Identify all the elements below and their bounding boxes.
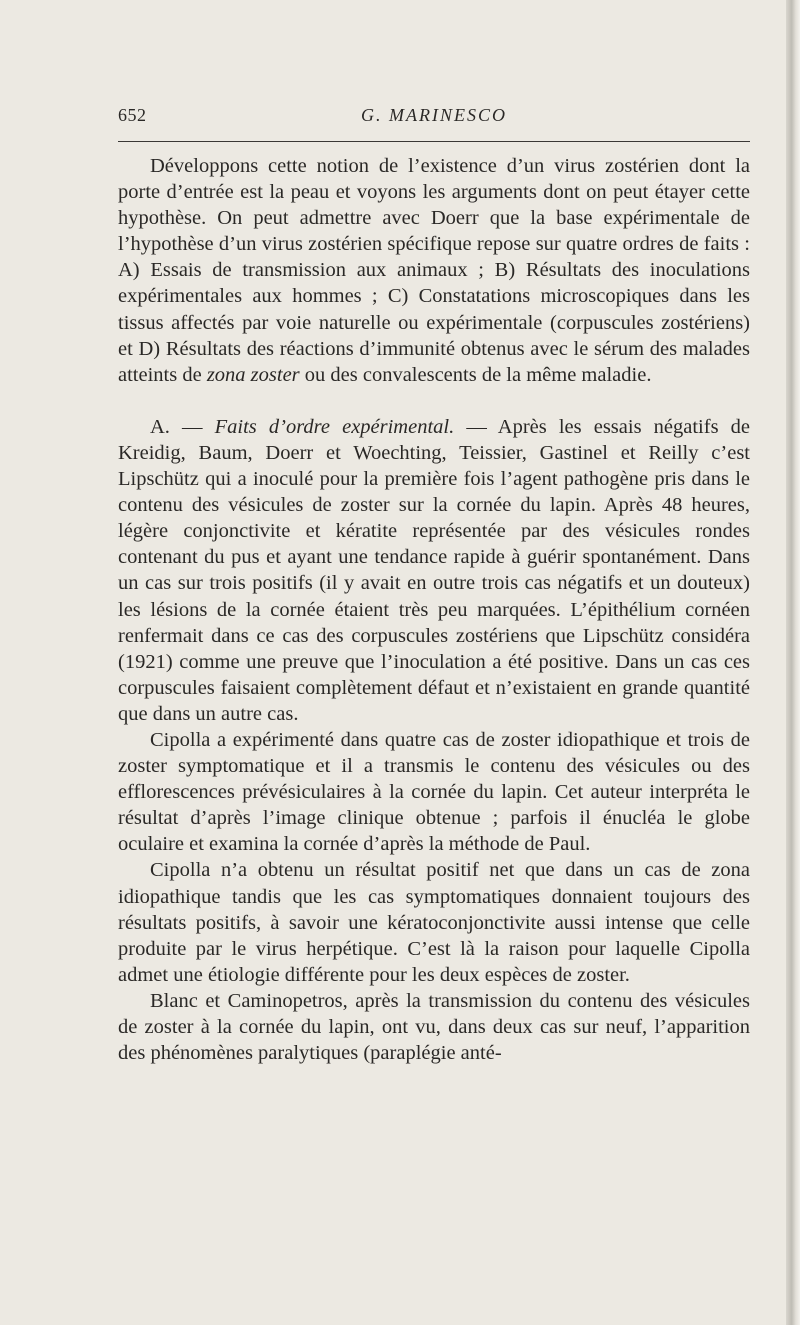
paragraph-2-text: — Après les essais négatifs de Kreidig, Baum, Doerr et Woechting, Teissier, Gastinel et Reilly c’est Lipschütz qui a inoculé pour la première fois l’agent pathogène pris dans le contenu des vésicules de zoster sur la cornée du lapin. Après 48 heures, légère conjonctivite et kératite représentée par des vésicules rondes contenant du pus et ayant une tendance rapide à guérir spontanément. Dans un cas sur trois positifs (il y avait en outre trois cas négatifs et un douteux) les lésions de la cornée étaient très peu marquées. L’épithélium cornéen renfermait dans ce cas des corpuscules zostériens que Lipschütz considéra (1921) comme une preuve que l’inoculation a été positive. Dans un cas ces corpuscules faisaient complètement défaut et n’existaient en grande quantité que dans un autre cas. — [118, 415, 751, 725]
paragraph-1 — [118, 153, 750, 388]
paragraph-5-text: Blanc et Caminopetros, après la transmission du contenu des vésicules de zoster à la cornée du lapin, ont vu, dans deux cas sur neuf, l’apparition des phénomènes paralytiques (paraplégie anté- — [118, 989, 750, 1065]
page-number: 652 — [118, 105, 147, 125]
running-head: G. MARINESCO — [361, 105, 507, 125]
paragraph-1-emphasis: zona zoster — [206, 363, 300, 386]
page-edge-shadow — [786, 0, 800, 1325]
section-title: Faits d’ordre expérimental. — [214, 415, 455, 438]
paragraph-1-text-end: ou des convalescents de la même maladie. — [299, 363, 652, 386]
paragraph-4-text: Cipolla n’a obtenu un résultat positif net que dans un cas de zona idiopathique tandis que les cas symptomatiques donnaient toujours des résultats positifs, à savoir une kératoconjonctivite aussi intense que celle produite par le virus herpétique. C’est là la raison pour laquelle Cipolla admet une étiologie différente pour les deux espèces de zoster. — [118, 859, 750, 986]
body-text — [118, 153, 750, 1066]
paragraph-2 — [118, 414, 750, 727]
paragraph-5 — [118, 988, 750, 1066]
paragraph-3-text: Cipolla a expérimenté dans quatre cas de zoster idiopathique et trois de zoster symptomatique et il a transmis le contenu des vésicules ou des efflorescences prévésiculaires à la cornée du lapin. Cet auteur interpréta le résultat d’après l’image clinique obtenue ; parfois il énucléa le globe oculaire et examina la cornée d’après la méthode de Paul. — [118, 728, 750, 856]
paragraph-3 — [118, 727, 750, 857]
page-header — [118, 105, 750, 135]
paragraph-1-text: Développons cette notion de l’existence d’un virus zostérien dont la porte d’entrée est la peau et voyons les arguments dont on peut étayer cette hypothèse. On peut admettre avec Doerr que la base expérimentale de l’hypothèse d’un virus zostérien spécifique repose sur quatre ordres de faits : A) Essais de transmission aux animaux ; B) Résultats des inoculations expérimentales aux hommes ; C) Constatations microscopiques dans les tissus affectés par voie naturelle ou expérimentale (corpuscules zostériens) et D) Résultats des réactions d’immunité obtenus avec le sérum des malades atteints de — [118, 155, 750, 386]
section-lead: A. — — [150, 415, 215, 438]
paragraph-4 — [118, 857, 750, 987]
header-rule — [118, 141, 750, 142]
